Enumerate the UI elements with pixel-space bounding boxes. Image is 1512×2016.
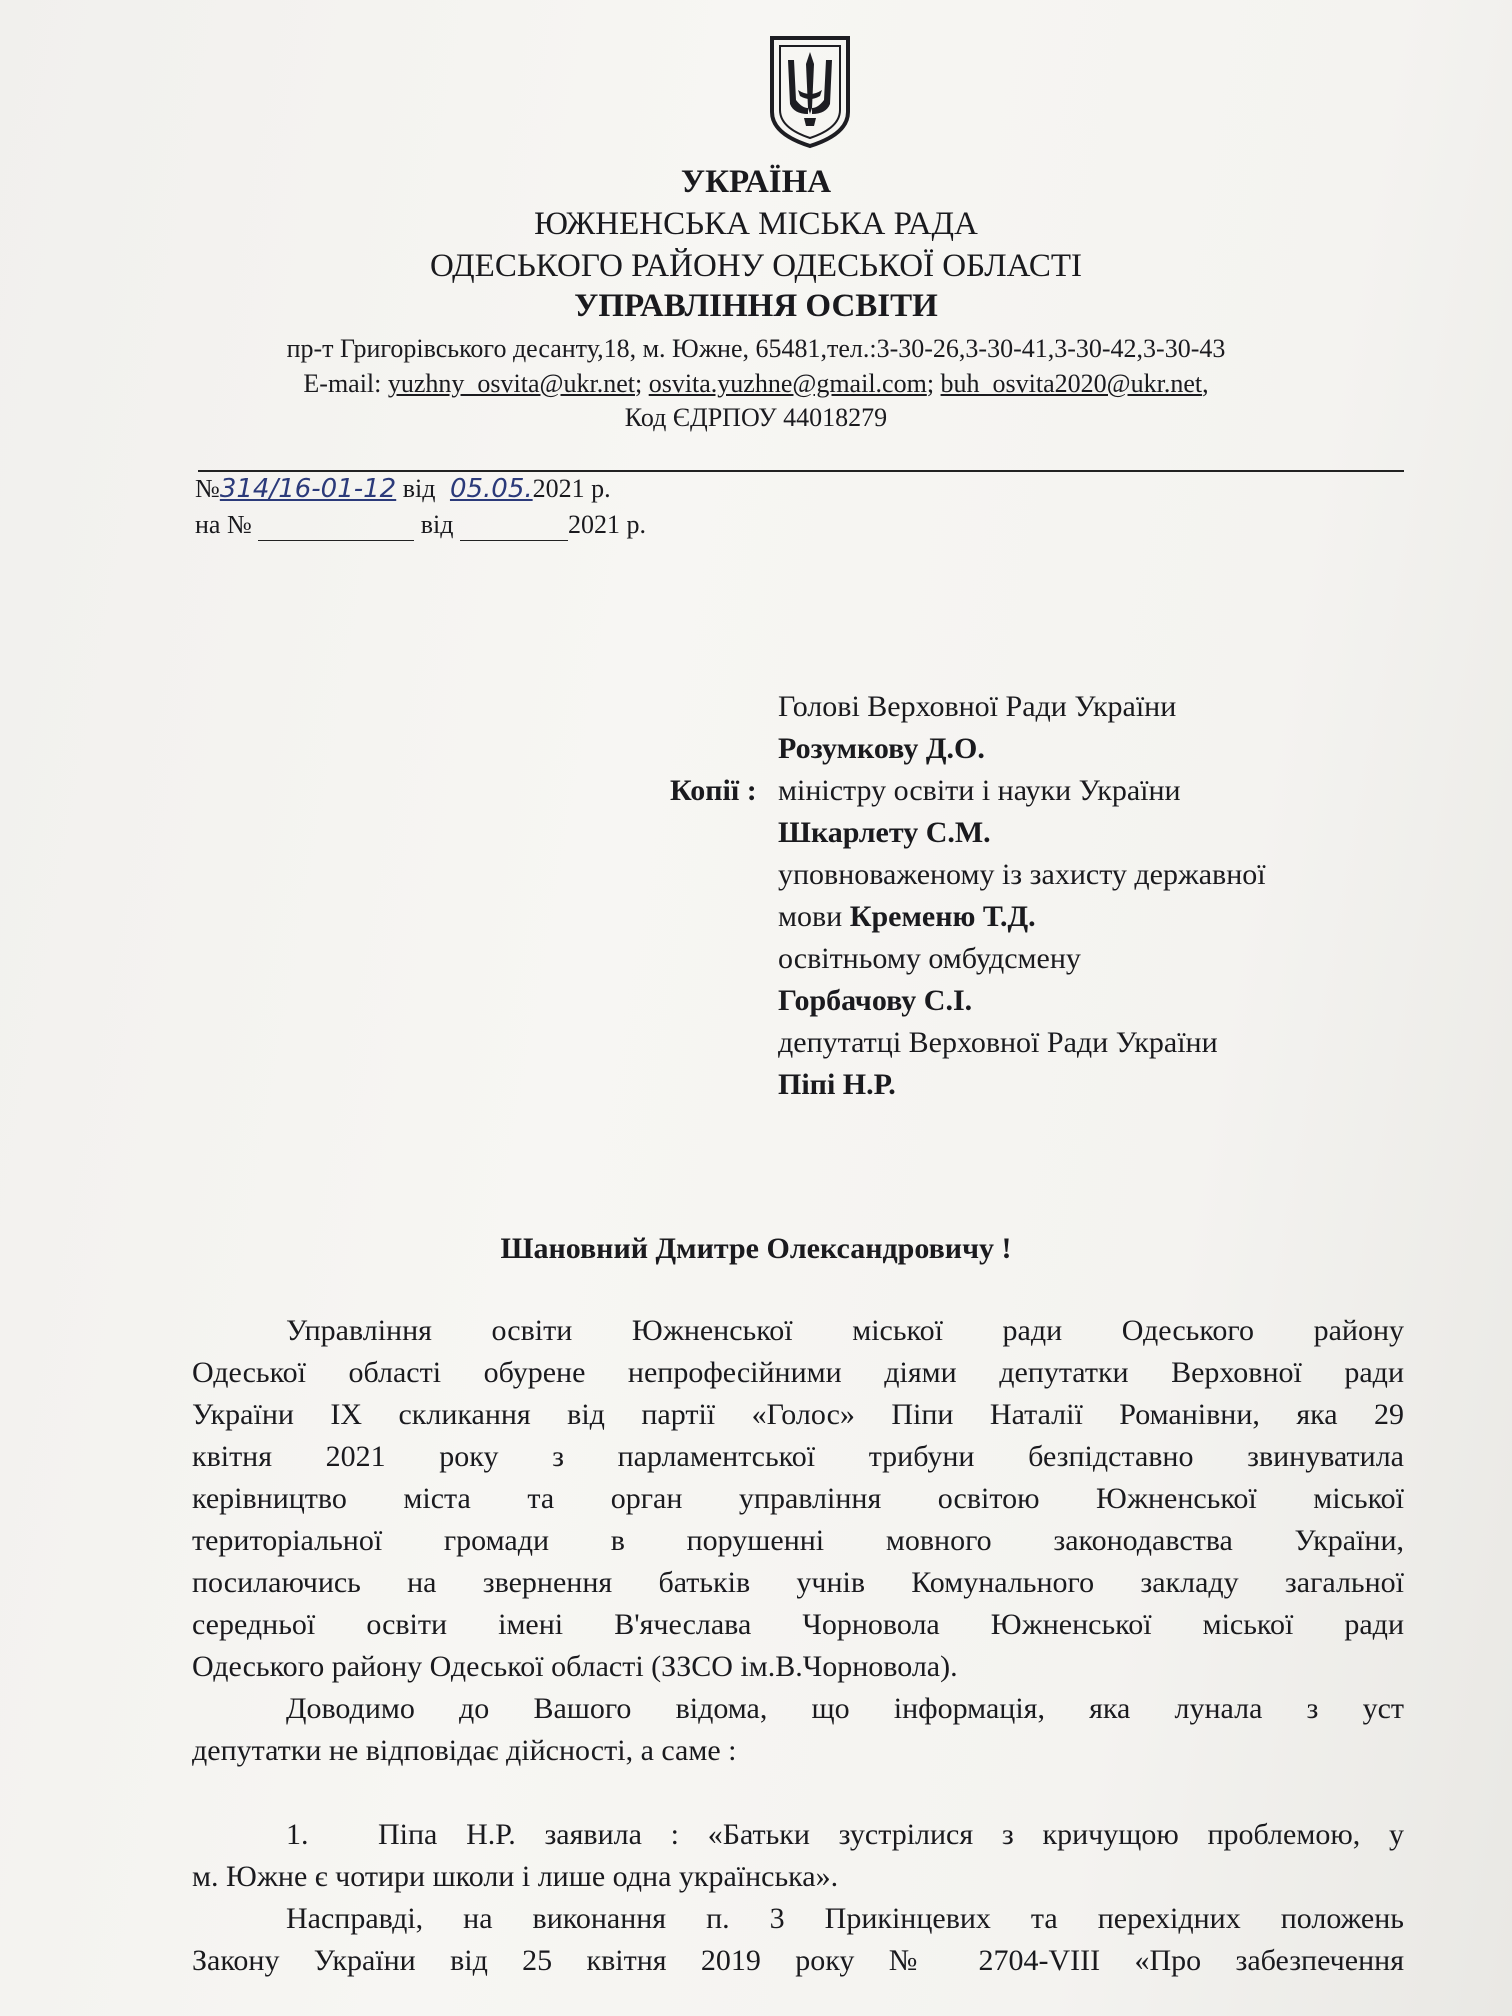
ref-from-label: від	[396, 474, 442, 503]
ref-number-prefix: №	[195, 474, 220, 503]
header-code: Код ЄДРПОУ 44018279	[624, 403, 888, 432]
text-line: середньої освіти імені В'ячеслава Чорновола Южненської міської ради	[192, 1608, 1404, 1641]
text-line: квітня 2021 року з парламентської трибуни безпідставно звинуватила	[192, 1440, 1404, 1473]
header-country: УКРАЇНА	[680, 164, 832, 200]
reply-prefix: на №	[195, 510, 252, 539]
addressee-line-3: міністру освіти і науки України	[778, 774, 1181, 807]
addressee-name-1: Розумкову Д.О.	[778, 732, 985, 765]
reply-year: 2021 р.	[568, 510, 646, 539]
addressee-name-2: Шкарлету С.М.	[778, 816, 991, 849]
ref-year: 2021 р.	[532, 474, 611, 503]
salutation: Шановний Дмитре Олександровичу !	[500, 1232, 1012, 1265]
text-line: Піпа Н.Р. заявила : «Батьки зустрілися з кричущою проблемою, у	[378, 1818, 1404, 1851]
reply-date-blank	[460, 510, 568, 541]
text-line: Одеського району Одеської області (ЗЗСО ім.В.Чорновола).	[192, 1650, 958, 1683]
email-label: E-mail:	[303, 369, 388, 398]
ref-number: 314/16-01-12	[219, 474, 397, 504]
text-line: Управління освіти Южненської міської ради Одеського району	[286, 1314, 1404, 1347]
addressee-line-1: Голові Верховної Ради України	[778, 690, 1177, 723]
text-line: Закону України від 25 квітня 2019 року № 2704-VIII «Про забезпечення	[192, 1944, 1404, 1977]
text-line: Доводимо до Вашого відома, що інформація, яка лунала з уст	[286, 1692, 1404, 1725]
text-line: територіальної громади в порушенні мовного законодавства України,	[192, 1524, 1404, 1557]
list-item-number: 1.	[286, 1818, 309, 1851]
copies-label: Копії :	[670, 774, 757, 807]
text-line: України IX скликання від партії «Голос» Піпи Наталії Романівни, яка 29	[192, 1398, 1404, 1431]
header-department: УПРАВЛІННЯ ОСВІТИ	[574, 288, 938, 324]
text-line: депутатки не відповідає дійсності, а саме :	[192, 1734, 737, 1767]
header-email-line: E-mail: yuzhny_osvita@ukr.net; osvita.yuzhne@gmail.com; buh_osvita2020@ukr.net,	[303, 369, 1209, 398]
addressee-name-4: Горбачову С.І.	[778, 984, 973, 1017]
text-line: м. Южне є чотири школи і лише одна українська».	[192, 1860, 839, 1893]
email-link-1[interactable]: yuzhny_osvita@ukr.net	[387, 369, 635, 398]
ref-date: 05.05.	[449, 474, 533, 504]
addressee-line-6	[778, 900, 1036, 934]
text-line: керівництво міста та орган управління освітою Южненської міської	[192, 1482, 1404, 1515]
header-address: пр-т Григорівського десанту,18, м. Южне, 65481,тел.:3-30-26,3-30-41,3-30-42,3-30-43	[286, 334, 1226, 363]
addressee-name-5: Піпі Н.Р.	[778, 1068, 896, 1101]
addressee-name-3: Кременю Т.Д.	[849, 900, 1036, 933]
email-link-3[interactable]: buh_osvita2020@ukr.net	[940, 369, 1203, 398]
header-district: ОДЕСЬКОГО РАЙОНУ ОДЕСЬКОЇ ОБЛАСТІ	[429, 248, 1082, 284]
outgoing-reference	[195, 474, 611, 504]
reply-from-label: від	[414, 510, 460, 539]
reply-reference	[195, 510, 646, 541]
header-council: ЮЖНЕНСЬКА МІСЬКА РАДА	[534, 206, 978, 242]
addressee-line-6-prefix: мови	[778, 900, 850, 933]
addressee-line-7: освітньому омбудсмену	[778, 942, 1081, 975]
text-line: Насправді, на виконання п. 3 Прикінцевих та перехідних положень	[286, 1902, 1404, 1935]
email-link-2[interactable]: osvita.yuzhne@gmail.com	[648, 369, 927, 398]
text-line: посилаючись на звернення батьків учнів Комунального закладу загальної	[192, 1566, 1404, 1599]
addressee-line-5: уповноваженому із захисту державної	[778, 858, 1266, 891]
text-line: Одеської області обурене непрофесійними діями депутатки Верховної ради	[192, 1356, 1404, 1389]
coat-of-arms-icon	[768, 34, 852, 150]
header-divider	[198, 470, 1404, 472]
reply-number-blank	[258, 510, 414, 541]
addressee-line-9: депутатці Верховної Ради України	[778, 1026, 1218, 1059]
